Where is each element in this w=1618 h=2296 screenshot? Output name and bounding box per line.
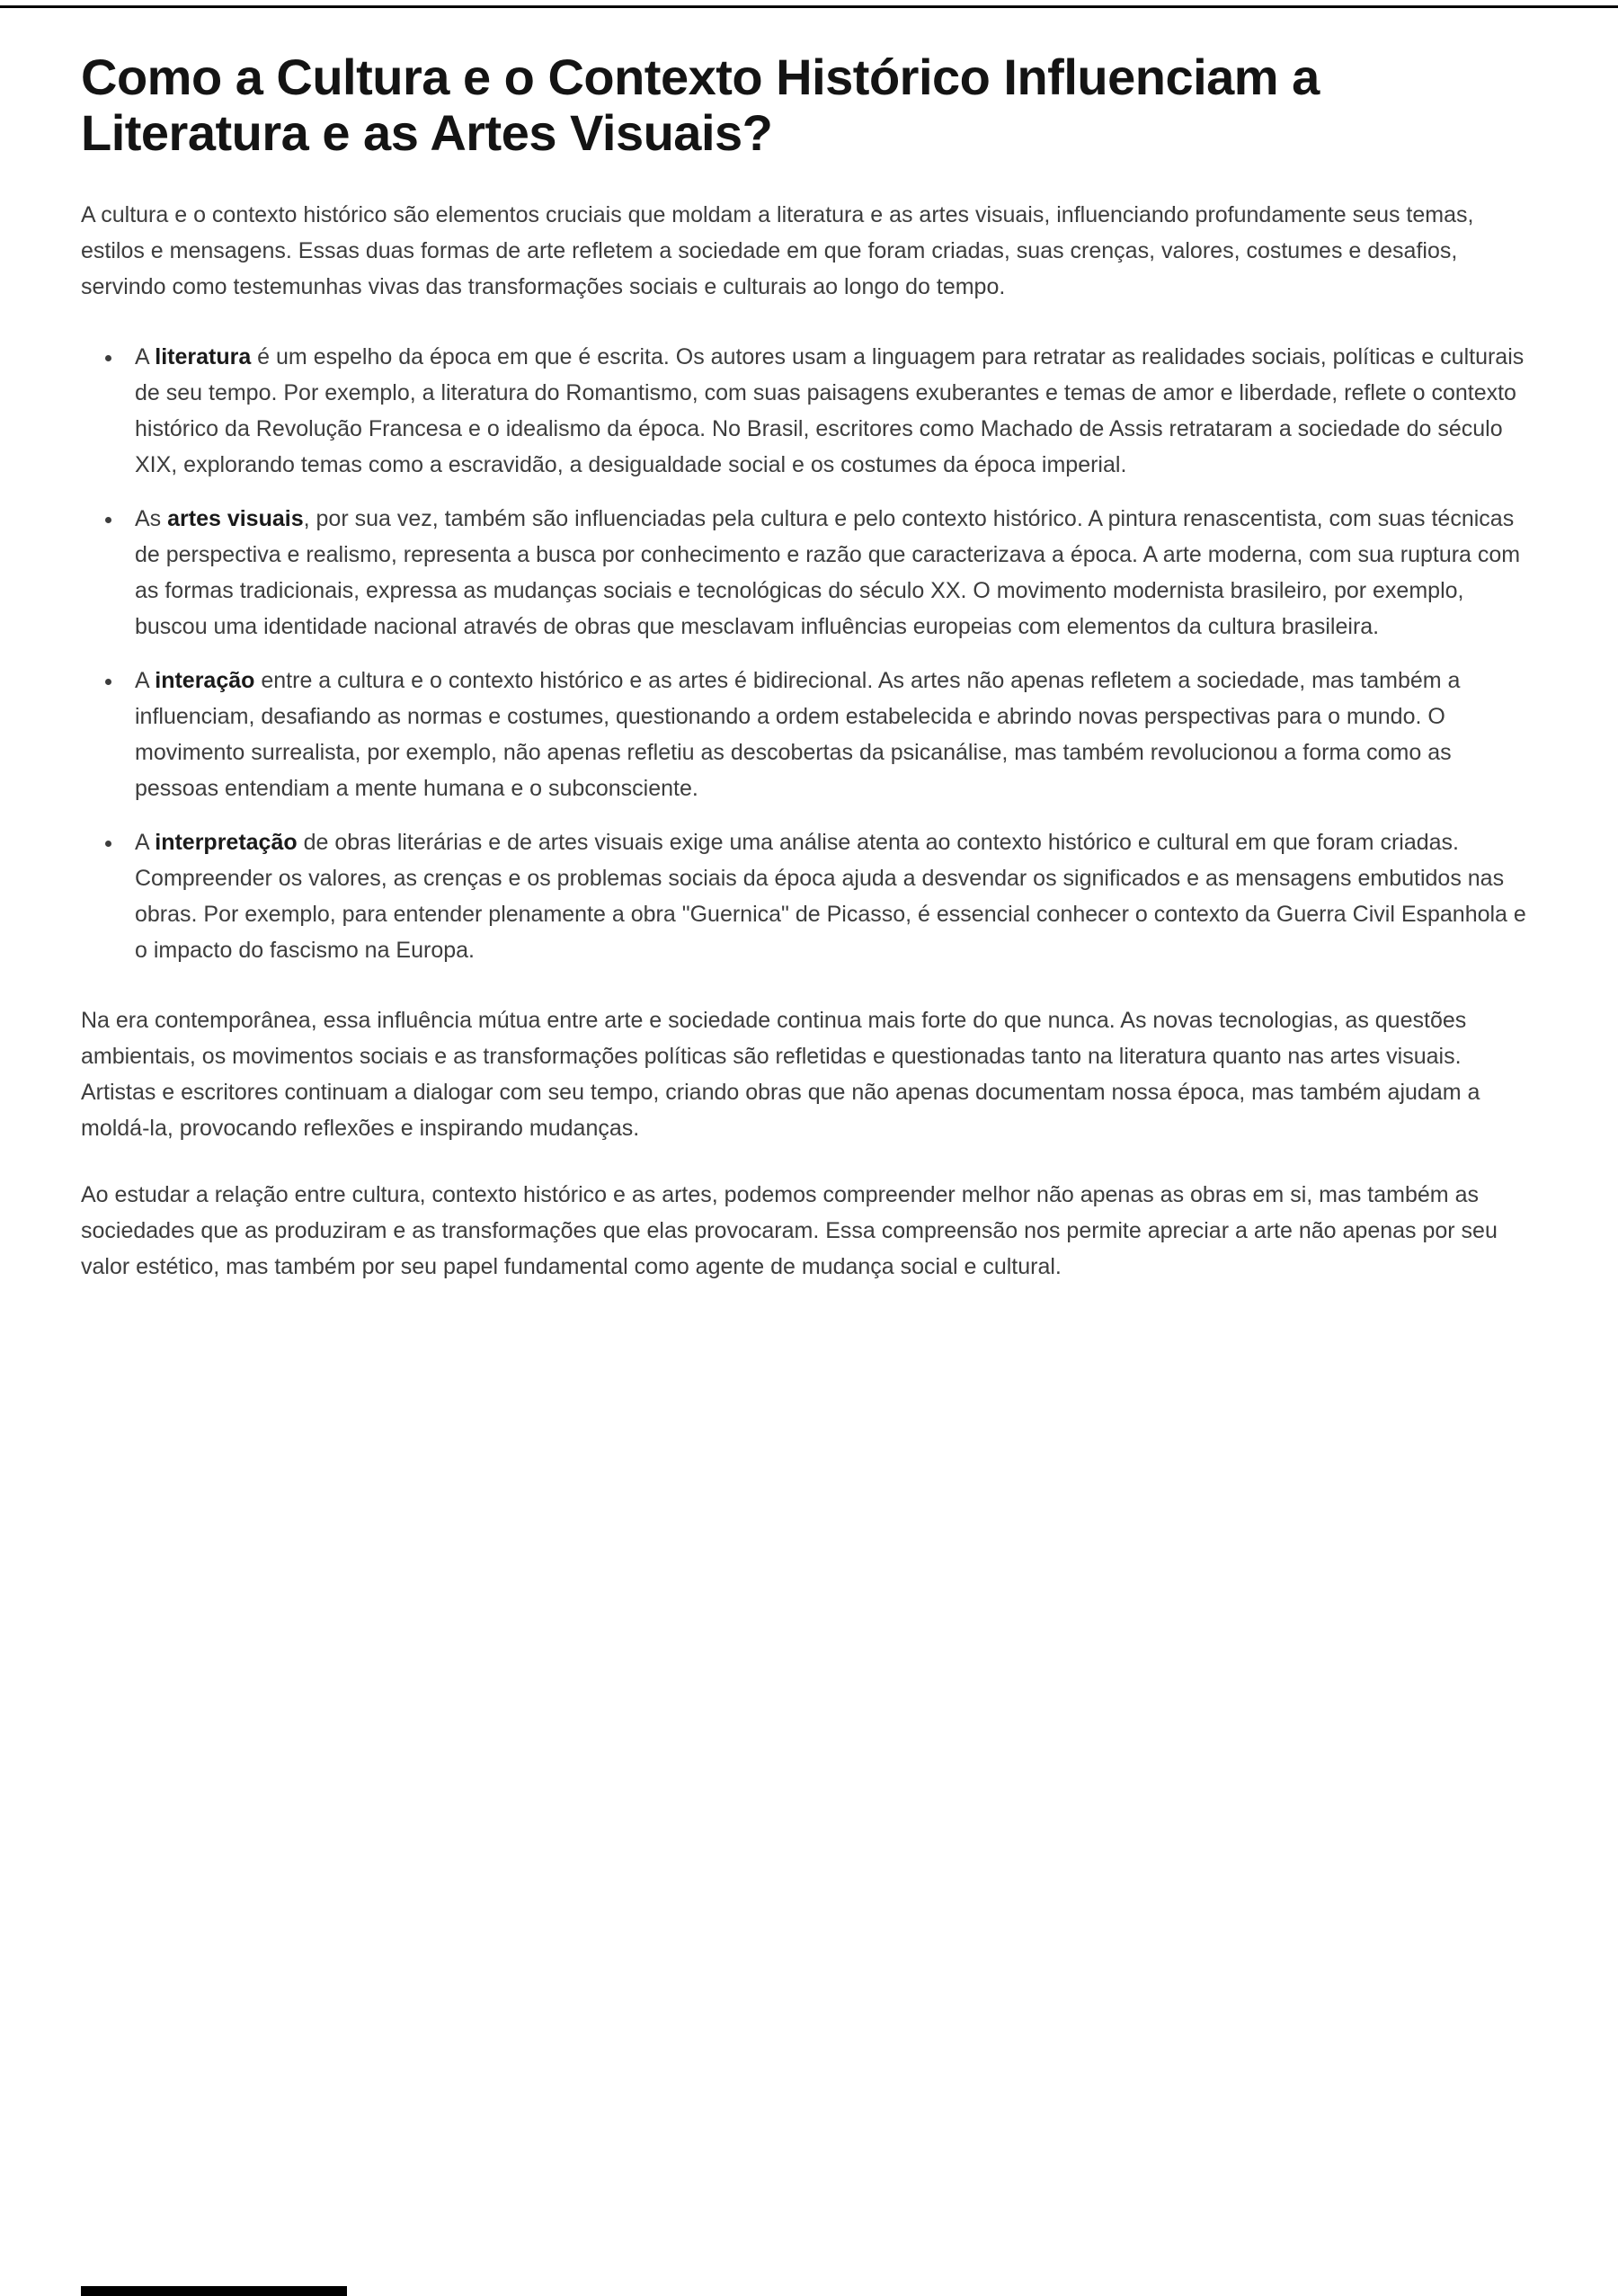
- bullet-text: é um espelho da época em que é escrita. Os autores usam a linguagem para retratar as realidades sociais, políticas e culturais de seu tempo. Por exemplo, a literatura do Romantismo, com suas paisagens exuberantes e temas de amor e liberdade, reflete o contexto histórico da Revolução Francesa e o idealismo da época. No Brasil, escritores como Machado de Assis retrataram a sociedade do século XIX, explorando temas como a escravidão, a desigualdade social e os costumes da época imperial.: [135, 344, 1525, 477]
- bullet-term: interação: [155, 668, 255, 693]
- bullet-pre: A: [135, 668, 156, 693]
- bullet-term: interpretação: [155, 830, 298, 855]
- list-item: [124, 824, 1537, 968]
- list-item: [124, 501, 1537, 645]
- bullet-pre: A: [135, 830, 156, 855]
- closing-paragraph-2: Ao estudar a relação entre cultura, contexto histórico e as artes, podemos compreender melhor não apenas as obras em si, mas também as sociedades que as produziram e as transformações que elas provocaram. Essa compreensão nos permite apreciar a arte não apenas por seu valor estético, mas também por seu papel fundamental como agente de mudança social e cultural.: [81, 1182, 1498, 1279]
- intro-paragraph: A cultura e o contexto histórico são elementos cruciais que moldam a literatura e as artes visuais, influenciando profundamente seus temas, estilos e mensagens. Essas duas formas de arte refletem a sociedade em que foram criadas, suas crenças, valores, costumes e desafios, servindo como testemunhas vivas das transformações sociais e culturais ao longo do tempo.: [81, 202, 1474, 299]
- list-item: [124, 339, 1537, 483]
- bullet-term: literatura: [155, 344, 252, 369]
- bullet-text: entre a cultura e o contexto histórico e as artes é bidirecional. As artes não apenas refletem a sociedade, mas também a influenciam, desafiando as normas e costumes, questionando a ordem estabelecida e abrindo novas perspectivas para o mundo. O movimento surrealista, por exemplo, não apenas refletiu as descobertas da psicanálise, mas também revolucionou a forma como as pessoas entendiam a mente humana e o subconsciente.: [135, 668, 1461, 801]
- bullet-term: artes visuais: [167, 506, 304, 531]
- bullet-pre: A: [135, 344, 156, 369]
- bullet-pre: As: [135, 506, 168, 531]
- closing-paragraph-1: Na era contemporânea, essa influência mútua entre arte e sociedade continua mais forte do que nunca. As novas tecnologias, as questões ambientais, os movimentos sociais e as transformações políticas são refletidas e questionadas tanto na literatura quanto nas artes visuais. Artistas e escritores continuam a dialogar com seu tempo, criando obras que não apenas documentam nossa época, mas também ajudam a moldá-la, provocando reflexões e inspirando mudanças.: [81, 1008, 1480, 1141]
- bullet-text: , por sua vez, também são influenciadas pela cultura e pelo contexto histórico. A pintura renascentista, com suas técnicas de perspectiva e realismo, representa a busca por conhecimento e razão que caracterizava a época. A arte moderna, com sua ruptura com as formas tradicionais, expressa as mudanças sociais e tecnológicas do século XX. O movimento modernista brasileiro, por exemplo, buscou uma identidade nacional através de obras que mesclavam influências europeias com elementos da cultura brasileira.: [135, 506, 1521, 639]
- bullet-text: de obras literárias e de artes visuais exige uma análise atenta ao contexto histórico e cultural em que foram criadas. Compreender os valores, as crenças e os problemas sociais da época ajuda a desvendar os significados e as mensagens embutidos nas obras. Por exemplo, para entender plenamente a obra "Guernica" de Picasso, é essencial conhecer o contexto da Guerra Civil Espanhola e o impacto do fascismo na Europa.: [135, 830, 1526, 963]
- article-content: [81, 8, 1537, 1315]
- list-item: [124, 663, 1537, 806]
- bullet-list: [81, 339, 1537, 968]
- page-title: Como a Cultura e o Contexto Histórico Influenciam a Literatura e as Artes Visuais?: [81, 49, 1320, 161]
- bottom-divider: [81, 2286, 347, 2296]
